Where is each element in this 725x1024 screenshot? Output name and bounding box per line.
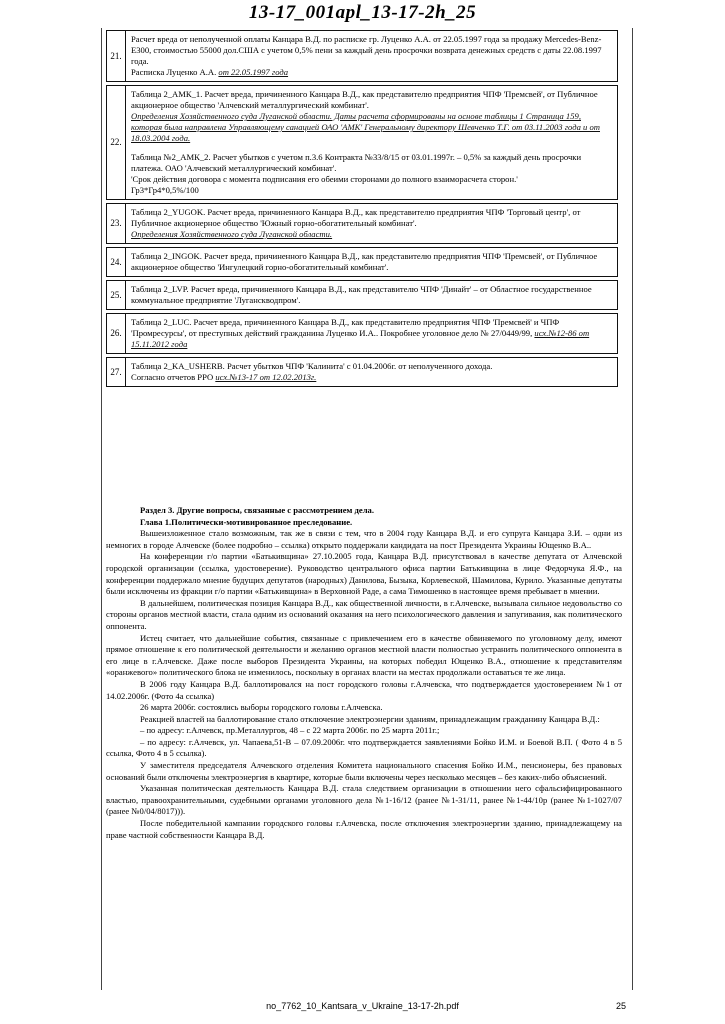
row-description-2: Таблица №2_АМК_2. Расчет убытков с учетом п.3.6 Контракта №33/8/15 от 03.01.1997г. – 0,5% за каждый день просрочки платежа. ОАО 'Алчевский металлургический комбинат'.: [131, 152, 582, 173]
paragraph: Указанная политическая деятельность Канцара В.Д. стала следствием организации в отношении него сфальсифицированного властью, правоохранительными, судебными органами уголовного дела №1-16/12 (ранее №1-31/11, ранее №1-44/10р (ранее №1-1027/07 (ранее №0/04/8017))).: [106, 783, 622, 817]
row-number: 24.: [107, 248, 126, 277]
chapter-heading: Глава 1.Политически-мотивированное преследование.: [140, 516, 353, 527]
page-header-title: 13-17_001apl_13-17-2h_25: [248, 2, 477, 23]
table-row: [107, 314, 618, 354]
row-number: 21.: [107, 31, 126, 82]
row-link[interactable]: Определения Хозяйственного суда Луганской области.: [131, 229, 333, 239]
row-description: Таблица 2_YUGOK. Расчет вреда, причиненного Канцара В.Д., как представителю предприятия ЧПФ 'Торговый центр', от Публичное акционерное общество 'Южный горно-обогатительный комбинат'.: [131, 207, 581, 228]
footer-filename: no_7762_10_Kantsara_v_Ukraine_13-17-2h.pdf: [266, 1001, 459, 1011]
row-number: 25.: [107, 281, 126, 310]
paragraph: 26 марта 2006г. состоялись выборы городского головы г.Алчевска.: [140, 702, 383, 713]
paragraph: – по адресу: г.Алчевск, пр.Металлургов, 48 – с 22 марта 2006г. по 25 марта 2011г.;: [140, 725, 440, 736]
section-heading: Раздел 3. Другие вопросы, связанные с рассмотрением дела.: [140, 505, 374, 515]
table-row: [107, 248, 618, 277]
row-text: [126, 86, 618, 200]
row-description: Таблица 2_KA_USHERB. Расчет убытков ЧПФ 'Калинита' с 01.04.2006г. от неполученного дохода.: [131, 361, 493, 371]
table-row: [107, 358, 618, 387]
row-description-3: 'Срок действия договора с момента подписания его обеими сторонами до полного взаиморасчета сторон.': [131, 174, 518, 184]
row-number: 27.: [107, 358, 126, 387]
paragraph: Истец считает, что дальнейшие события, связанные с привлечением его в качестве обвиняемого по уголовному делу, имеют прямое отношение к его политической деятельности и желанию органов местной власти полностью устранить политического оппонента в его лице в г.Алчевске. Даже после выборов Президента Украины, на которых победил Ющенко В.А., отношение к представителям «оранжевого» политического блока не изменилось, поскольку в органах власти на местах продолжали оставаться те же лица.: [106, 632, 622, 678]
paragraph: В 2006 году Канцара В.Д. баллотировался на пост городского головы г.Алчевска, что подтверждается удостоверением №1 от 14.02.2006г. (Фото 4а ссылка): [106, 678, 622, 701]
row-formula: Гр3*Гр4*0,5%/100: [131, 185, 199, 195]
row-link[interactable]: Определения Хозяйственного суда Луганской области. Даты расчета сформированы на основе таблицы 1 Страница 159, которая была направлена Управляющему санацией ОАО 'АМК' Генеральному директору Шевченко Т.Г. от 03.11.2003 года и от 18.03.2004 года.: [131, 111, 600, 143]
row-text: [126, 358, 618, 387]
paragraph: Вышеизложенное стало возможным, так же в связи с тем, что в 2004 году Канцара В.Д. и его супруга Канцара З.И. – одни из немногих в городе Алчевске (более подробно – ссылка) открыто поддержали кандидата на пост Президента Украины Ющенко В.А..: [106, 528, 622, 550]
table-row: [107, 31, 618, 82]
row-link[interactable]: исх.№13-17 от 12.02.2013г.: [215, 372, 317, 382]
paragraph: – по адресу: г.Алчевск, ул. Чапаева,51-В – 07.09.2006г. что подтверждается заявлениями Бойко И.М. и Боевой В.П. ( Фото 4 в 5 ссылка, Фото 4 в 5 ссылка).: [106, 736, 622, 759]
row-description-2: Согласно отчетов РРО: [131, 372, 214, 382]
paragraph: У заместителя председателя Алчевского отделения Комитета национального спасения Бойко И.М., пенсионеры, без правовых оснований были отключены электроэнергия в квартире, которые были включены через несколько месяцев – без каких-либо объяснений.: [106, 760, 622, 782]
row-description: Расчет вреда от неполученной оплаты Канцара В.Д. по расписке гр. Луценко А.А. от 22.05.1997 года за продажу Mercedes-Benz-E300, стоимостью 55000 дол.США с учетом 0,5% пени за каждый день просрочки возврата денежных средств с даты 22.08.1997 года.: [131, 34, 602, 66]
row-text: [126, 31, 618, 82]
page-number: 25: [616, 1001, 627, 1011]
table-row: [107, 204, 618, 244]
row-description: Таблица 2_LUC. Расчет вреда, причиненного Канцара В.Д., как представителю предприятия ЧПФ 'Премсвей' и ЧПФ 'Промресурсы', от преступных действий гражданина Луценко И.А.. Покробнее уголовное дело № 27/0449/99,: [131, 317, 560, 338]
row-number: 23.: [107, 204, 126, 244]
calculation-table: [106, 30, 618, 387]
row-text: Таблица 2_LVP. Расчет вреда, причиненного Канцара В.Д., как представителю ЧПФ 'Динайт' – от Областное государственное коммунальное предприятие 'Луганскводпром'.: [126, 281, 618, 310]
paragraph: На конференции г/о партии «Батькивщина» 27.10.2005 года, Канцара В.Д. присутствовал в качестве депутата от Алчевской городской организации (ссылка, удостоверение). Руководство центрального офиса партии Батькивщина в лице Федорчука Я.Ф., на конференции поддержало мнение будущих депутатов (народных) Данилова, Бызыка, Корлевеской, Шамилова, Курило. Указанные депутаты были исключены из фракции г/о партии «Батькивщина» в Верховной Раде, а сама Тимошенко в настоящее время пребывает в мнении.: [106, 551, 622, 597]
paragraph: Реакцией властей на баллотирование стало отключение электроэнергии зданиям, принадлежащим гражданину Канцара В.Д.:: [140, 713, 600, 724]
row-number: 22.: [107, 86, 126, 200]
row-link[interactable]: исх.№12-86 от 15.11.2012 года: [131, 328, 590, 349]
row-text: Таблица 2_INGOK. Расчет вреда, причиненного Канцара В.Д., как представителю предприятия ЧПФ 'Премсвей', от Публичное акционерное общество 'Ингулецкий горно-обогатительный комбинат'.: [126, 248, 618, 277]
row-link[interactable]: от 22.05.1997 года: [218, 67, 289, 77]
section-3: [106, 505, 622, 841]
paragraph: После победительной кампании городского головы г.Алчевска, после отключения электроэнергии зданию, принадлежащему на праве частной собственности Канцара В.Д.: [106, 818, 622, 840]
paragraph: В дальнейшем, политическая позиция Канцара В.Д., как общественной личности, в г.Алчевске, вызывала сильное недовольство со стороны органов местной власти, стала одним из оснований оказания на него психологического давления и запугивания, как политического оппонента.: [106, 597, 622, 631]
row-description: Таблица 2_АМК_1. Расчет вреда, причиненного Канцара В.Д., как представителю предприятия ЧПФ 'Премсвей', от Публичное акционерное общество 'Алчевский металлургический комбинат'.: [131, 89, 598, 110]
table-row: [107, 86, 618, 200]
row-number: 26.: [107, 314, 126, 354]
row-text: [126, 314, 618, 354]
row-description-2: Расписка Луценко А.А.: [131, 67, 217, 77]
table-row: [107, 281, 618, 310]
row-text: [126, 204, 618, 244]
